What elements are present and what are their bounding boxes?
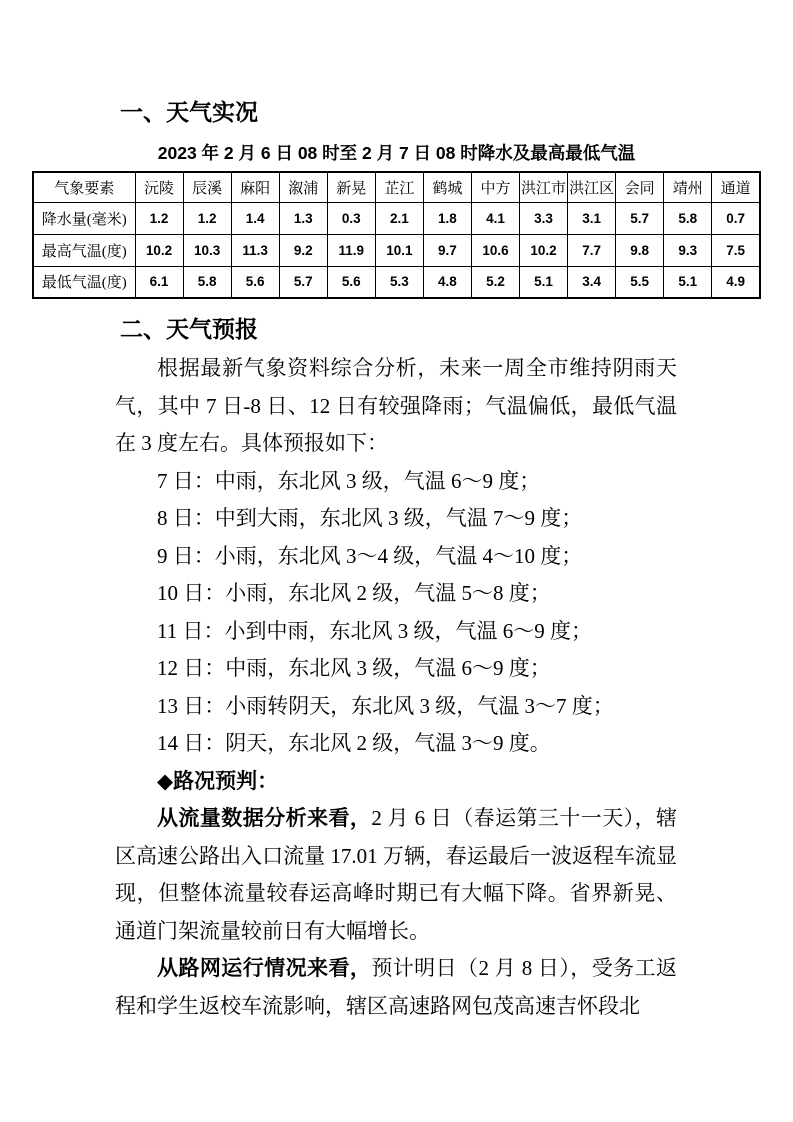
table-row (33, 234, 760, 266)
table-cell: 11.9 (327, 234, 375, 266)
section-title-weather-forecast: 二、天气预报 (120, 316, 258, 342)
table-cell: 9.7 (423, 234, 471, 266)
table-cell: 9.3 (664, 234, 712, 266)
table-cell: 5.6 (327, 266, 375, 298)
table-cell: 5.1 (520, 266, 568, 298)
table-row (33, 202, 760, 234)
table-header-cell: 洪江市 (520, 172, 568, 202)
table-cell: 9.8 (616, 234, 664, 266)
row-label: 最低气温(度) (33, 266, 135, 298)
table-cell: 4.1 (471, 202, 519, 234)
table-cell: 4.9 (712, 266, 760, 298)
table-cell: 10.3 (183, 234, 231, 266)
table-cell: 3.3 (520, 202, 568, 234)
table-cell: 5.7 (279, 266, 327, 298)
table-cell: 10.6 (471, 234, 519, 266)
table-cell: 5.2 (471, 266, 519, 298)
road-network-text: 预计明日（2 月 8 日），受务工返程和学生返校车流影响，辖区高速路网包茂高速吉怀段北 (115, 956, 678, 1018)
forecast-body (115, 350, 677, 1025)
road-network-paragraph (115, 950, 677, 1025)
forecast-day-line: 8 日：中到大雨，东北风 3 级，气温 7～9 度； (157, 506, 583, 530)
table-cell: 1.2 (135, 202, 183, 234)
table-cell: 1.3 (279, 202, 327, 234)
traffic-analysis-paragraph (115, 800, 677, 950)
table-cell: 5.5 (616, 266, 664, 298)
table-cell: 1.2 (183, 202, 231, 234)
table-header-cell: 沅陵 (135, 172, 183, 202)
table-header-cell: 辰溪 (183, 172, 231, 202)
table-header-cell: 洪江区 (568, 172, 616, 202)
table-header-cell: 靖州 (664, 172, 712, 202)
table-cell: 4.8 (423, 266, 471, 298)
table-cell: 10.1 (375, 234, 423, 266)
table-cell: 9.2 (279, 234, 327, 266)
road-network-lead: 从路网运行情况来看， (157, 956, 372, 980)
table-header-cell: 溆浦 (279, 172, 327, 202)
weather-table (32, 171, 761, 299)
table-cell: 11.3 (231, 234, 279, 266)
table-header-cell: 中方 (471, 172, 519, 202)
forecast-day-line: 12 日：中雨，东北风 3 级，气温 6～9 度； (157, 656, 551, 680)
table-cell: 5.1 (664, 266, 712, 298)
table-header-cell: 鹤城 (423, 172, 471, 202)
table-cell: 0.7 (712, 202, 760, 234)
table-cell: 2.1 (375, 202, 423, 234)
table-header-cell: 芷江 (375, 172, 423, 202)
table-cell: 7.7 (568, 234, 616, 266)
table-cell: 3.1 (568, 202, 616, 234)
table-header-cell: 麻阳 (231, 172, 279, 202)
forecast-day-line: 10 日：小雨，东北风 2 级，气温 5～8 度； (157, 581, 551, 605)
table-cell: 5.8 (664, 202, 712, 234)
table-cell: 10.2 (135, 234, 183, 266)
traffic-analysis-lead: 从流量数据分析来看， (157, 806, 372, 830)
table-header-cell: 通道 (712, 172, 760, 202)
road-forecast-heading: ◆路况预判： (157, 768, 279, 793)
forecast-day-line: 13 日：小雨转阴天，东北风 3 级，气温 3～7 度； (157, 693, 614, 718)
table-cell: 0.3 (327, 202, 375, 234)
forecast-day-line: 9 日：小雨，东北风 3～4 级，气温 4～10 度； (157, 543, 583, 568)
section-title-weather-actual: 一、天气实况 (120, 99, 258, 125)
table-cell: 5.3 (375, 266, 423, 298)
row-label: 降水量(毫米) (33, 202, 135, 234)
table-header-cell: 气象要素 (33, 172, 135, 202)
table-cell: 5.8 (183, 266, 231, 298)
forecast-intro: 根据最新气象资料综合分析，未来一周全市维持阴雨天气，其中 7 日-8 日、12 日有较强降雨；气温偏低，最低气温在 3 度左右。具体预报如下： (115, 356, 677, 455)
traffic-analysis-text: 2 月 6 日（春运第三十一天），辖区高速公路出入口流量 17.01 万辆，春运最后一波返程车流显现，但整体流量较春运高峰时期已有大幅下降。省界新晃、通道门架流量较前日有大幅增长。 (115, 806, 678, 943)
table-header-row (33, 172, 760, 202)
row-label: 最高气温(度) (33, 234, 135, 266)
table-cell: 5.6 (231, 266, 279, 298)
table-cell: 1.8 (423, 202, 471, 234)
table-cell: 7.5 (712, 234, 760, 266)
weather-table-title: 2023 年 2 月 6 日 08 时至 2 月 7 日 08 时降水及最高最低气温 (157, 143, 636, 163)
table-cell: 10.2 (520, 234, 568, 266)
table-cell: 6.1 (135, 266, 183, 298)
forecast-day-line: 11 日：小到中雨，东北风 3 级，气温 6～9 度； (157, 618, 592, 643)
table-header-cell: 会同 (616, 172, 664, 202)
table-row (33, 266, 760, 298)
table-header-cell: 新晃 (327, 172, 375, 202)
table-cell: 5.7 (616, 202, 664, 234)
forecast-day-line: 7 日：中雨，东北风 3 级，气温 6～9 度； (157, 468, 541, 493)
forecast-day-line: 14 日：阴天，东北风 2 级，气温 3～9 度。 (157, 731, 551, 755)
table-cell: 1.4 (231, 202, 279, 234)
table-cell: 3.4 (568, 266, 616, 298)
